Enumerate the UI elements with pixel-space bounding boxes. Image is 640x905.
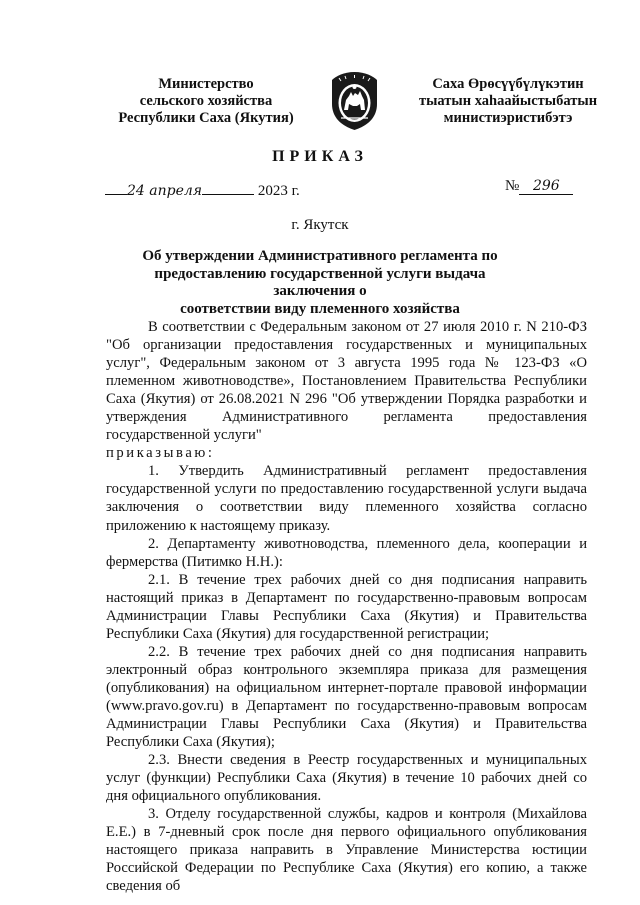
handwritten-number: 296 — [519, 178, 573, 195]
handwritten-date: 24 апреля — [127, 183, 203, 199]
ministry-line: тыатын хаһаайыстыбатын — [418, 93, 598, 109]
ministry-name-russian — [106, 76, 306, 127]
order-number — [505, 178, 573, 195]
order-year: 2023 г. — [257, 183, 300, 199]
document-type-title: ПРИКАЗ — [272, 148, 368, 165]
clause-3: 3. Отделу государственной службы, кадров и контроля (Михайлова Е.Е.) в 7-дневный срок после дня первого официального опубликования настоящего приказа направить в Управление Министерства юстиции Российской Федерации по Республике Саха (Якутия) его копию, а также сведения об — [106, 806, 587, 895]
heading-line: предоставлению государственной услуги выдача заключения о — [154, 265, 486, 299]
city: г. Якутск — [291, 217, 349, 233]
order-heading — [120, 248, 520, 318]
decree-word: приказываю: — [106, 445, 215, 462]
date-underline — [202, 178, 254, 195]
order-date — [105, 178, 300, 200]
number-label: № — [505, 178, 520, 194]
yakutia-emblem-icon — [327, 70, 382, 132]
ministry-name-yakut — [408, 76, 608, 127]
ministry-line: сельского хозяйства — [139, 93, 273, 109]
ministry-line: министиэристибэтэ — [443, 110, 573, 126]
clause-2-2: 2.2. В течение трех рабочих дней со дня подписания направить электронный образ контрольного экземпляра приказа для размещения (опубликования) на официальном интернет-портале правовой информации (www.pravo.gov.ru) в Департамент по государственно-правовым вопросам Администрации Главы Республики Саха (Якутия) и Правительства Республики Саха (Якутия); — [106, 643, 587, 751]
clause-1: 1. Утвердить Административный регламент предоставления государственной услуги по предоставлению государственной услуги выдача заключения о соответствии виду племенного хозяйства согласно приложению к настоящему приказу. — [106, 463, 587, 534]
date-underline — [105, 178, 127, 195]
clause-2-1: 2.1. В течение трех рабочих дней со дня подписания направить настоящий приказ в Департамент по государственно-правовым вопросам Администрации Главы Республики Саха (Якутия) и Правительства Республики Саха (Якутия) для государственной регистрации; — [106, 571, 587, 642]
preamble-paragraph: В соответствии с Федеральным законом от 27 июля 2010 г. N 210-ФЗ "Об организации предоставления государственных и муниципальных услуг", Федеральным законом от 3 августа 1995 года № 123-ФЗ «О племенном животноводстве», Постановлением Правительства Республики Саха (Якутия) от 26.08.2021 N 296 "Об утверждении Порядка разработки и утверждения Административного регламента предоставления государственной услуги" — [106, 319, 587, 444]
heading-line: соответствии виду племенного хозяйства — [180, 300, 460, 317]
ministry-line: Республики Саха (Якутия) — [118, 110, 294, 126]
order-body — [106, 318, 587, 896]
ministry-line: Министерство — [158, 76, 254, 92]
clause-2: 2. Департаменту животноводства, племенного дела, кооперации и фермерства (Питимко Н.Н.): — [106, 535, 587, 570]
heading-line: Об утверждении Административного регламента по — [142, 248, 498, 264]
ministry-line: Саха Өрөсүүбүлүкэтин — [432, 76, 584, 92]
clause-2-3: 2.3. Внести сведения в Реестр государственных и муниципальных услуг (функции) Республики Саха (Якутия) в течение 10 рабочих дней со дня официального опубликования. — [106, 752, 587, 805]
